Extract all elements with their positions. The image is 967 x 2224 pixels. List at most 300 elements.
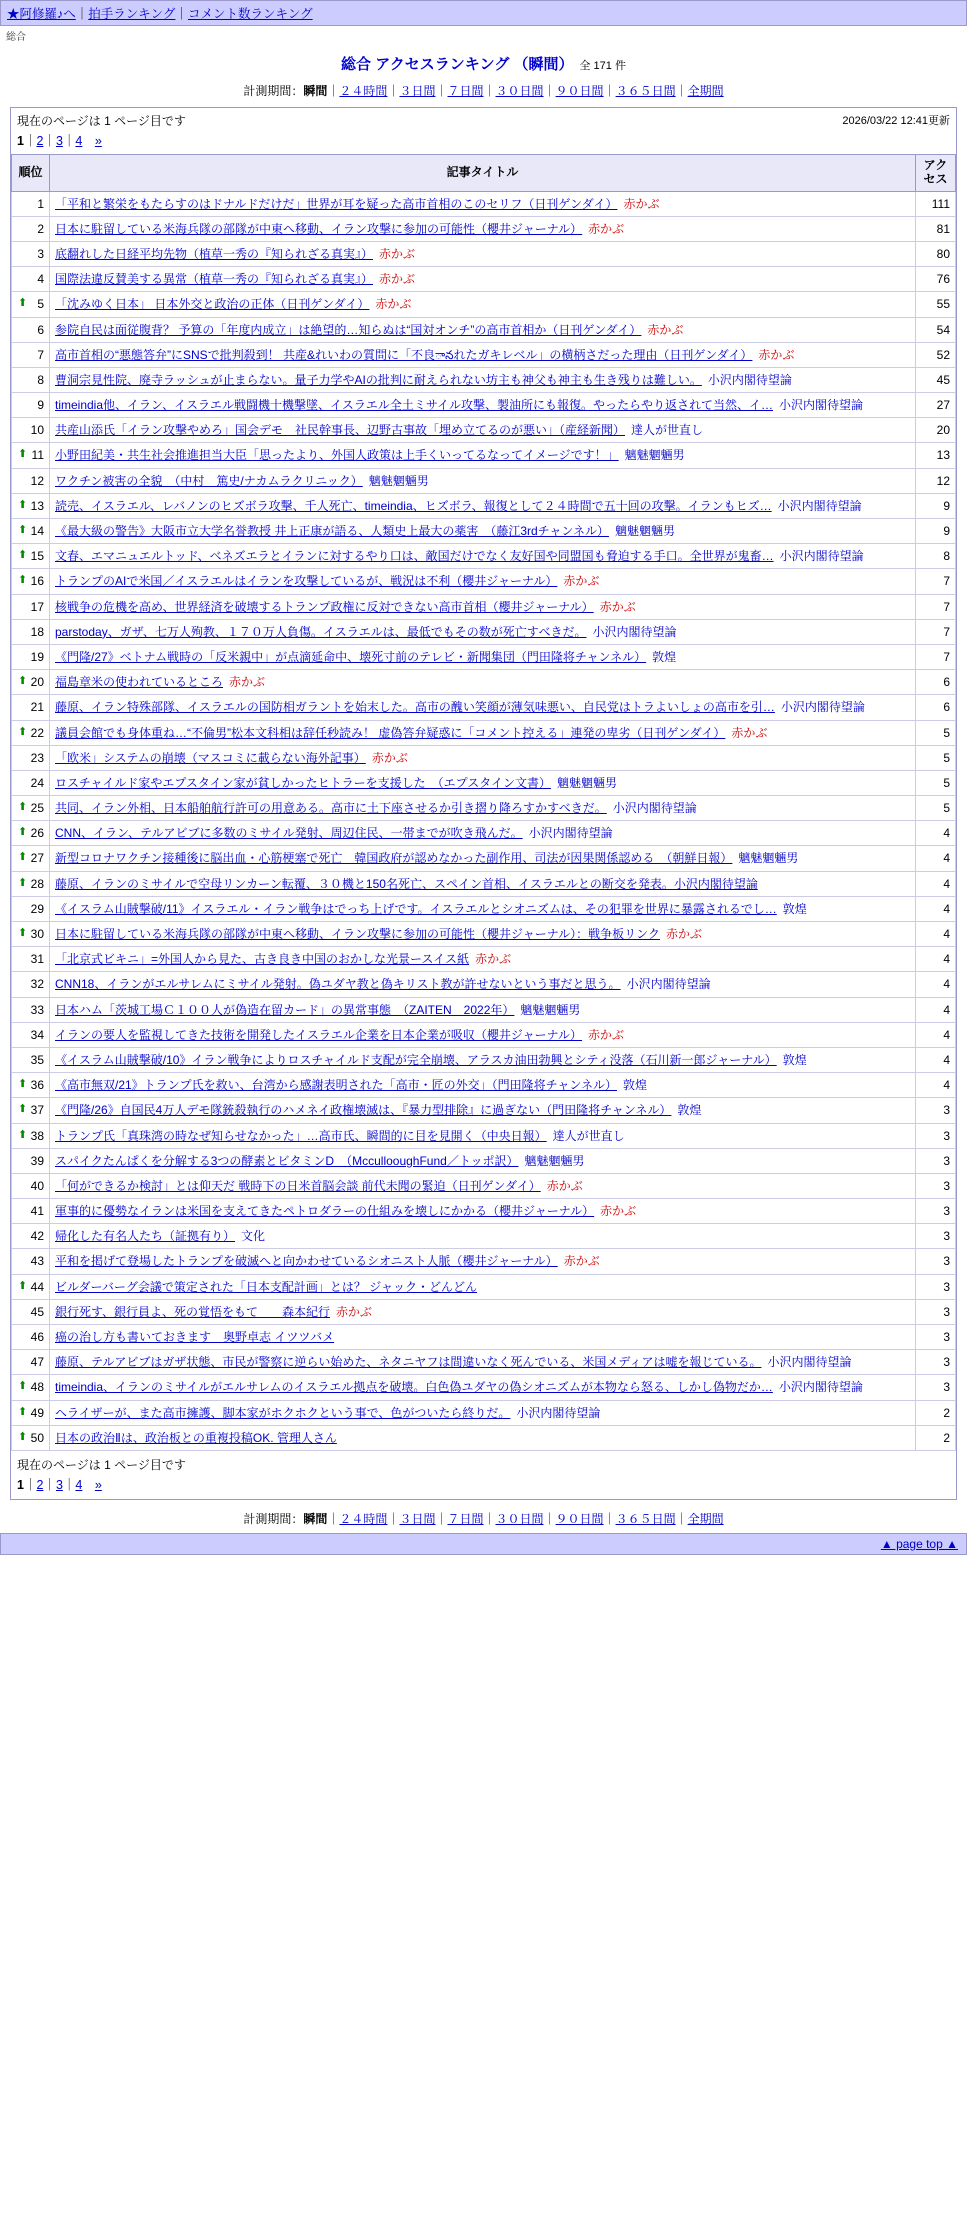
article-author: 赤かぶ (229, 675, 266, 690)
table-row (12, 1148, 956, 1173)
access-count-cell: 4 (916, 896, 956, 921)
article-title-cell (50, 1224, 916, 1249)
page-link-bottom-1-current[interactable]: 1 (17, 1477, 24, 1492)
access-count-cell: 4 (916, 997, 956, 1022)
access-count-cell: 5 (916, 745, 956, 770)
table-row (12, 821, 956, 846)
article-title-link[interactable]: 日本の政治Ⅱは、政治板との重複投稿OK. 管理人さん (55, 1430, 337, 1445)
article-title-cell (50, 1173, 916, 1198)
article-author: 赤かぶ (475, 952, 512, 967)
rank-number: 41 (30, 1204, 44, 1219)
rank-up-arrow-icon: ⬆ (18, 549, 28, 562)
rank-up-arrow-icon: ⬆ (18, 448, 28, 461)
article-title-link[interactable]: 「平和と繁栄をもたらすのはドナルドだけだ」世界が耳を疑った高市首相のこのセリフ（日刊ゲンダイ） (55, 196, 618, 211)
table-row (12, 1400, 956, 1425)
rank-number: 19 (30, 649, 44, 664)
article-title-cell (50, 1123, 916, 1148)
header-access: アクセス (916, 155, 956, 192)
article-title-cell (50, 846, 916, 871)
page-top-bar (0, 1533, 967, 1555)
table-row (12, 896, 956, 921)
ranking-table (11, 154, 956, 1451)
nav-separator-1: ｜ (75, 7, 89, 21)
period-option-90d[interactable]: ９０日間 (555, 84, 604, 98)
article-author: 小沢内閣待望論 (707, 372, 792, 387)
nav-link-home[interactable]: ★阿修羅♪へ (7, 7, 76, 21)
article-title-link[interactable]: 《最大級の警告》大阪市立大学名誉教授 井上正康が語る、人類史上最大の薬害 （藤江3rdチャンネル） (55, 524, 609, 539)
rank-number: 11 (31, 448, 44, 463)
rank-number: 44 (30, 1279, 44, 1294)
table-row (12, 1173, 956, 1198)
article-title-cell (50, 745, 916, 770)
page-link-bottom-3[interactable]: 3 (55, 1477, 63, 1492)
access-count-cell: 9 (916, 493, 956, 518)
article-title-link[interactable]: 癌の治し方も書いておきます 奥野卓志 イツツバメ (55, 1330, 335, 1345)
table-row (12, 317, 956, 342)
rank-number: 10 (30, 423, 44, 438)
article-title-link[interactable]: 日本に駐留している米海兵隊の部隊が中東へ移動、イラン攻撃に参加の可能性（櫻井ジャーナル）：戦争板リンク (55, 927, 660, 942)
article-author: 小沢内閣待望論 (777, 498, 862, 513)
rank-number: 21 (30, 700, 44, 715)
table-row (12, 216, 956, 241)
table-row (12, 241, 956, 266)
table-row (12, 292, 956, 317)
article-author: 小沢内閣待望論 (779, 398, 864, 413)
rank-number: 43 (30, 1254, 44, 1269)
rank-number: 24 (30, 775, 44, 790)
access-count-cell: 4 (916, 922, 956, 947)
access-count-cell: 4 (916, 1073, 956, 1098)
period-option-30d[interactable]: ３０日間 (495, 84, 544, 98)
article-title-link[interactable]: CNN18、イランがエルサレムにミサイル発射。偽ユダヤ教と偽キリスト教が許せないという事だと思う。 (55, 977, 621, 992)
rank-cell (12, 468, 50, 493)
table-row (12, 418, 956, 443)
rank-number: 45 (30, 1304, 44, 1319)
access-count-cell: 3 (916, 1249, 956, 1274)
article-title-cell (50, 720, 916, 745)
article-title-link[interactable]: ロスチャイルド家やエプスタイン家が貧しかったヒトラーを支援した （エプスタイン文書） (55, 775, 551, 790)
article-title-cell (50, 871, 916, 896)
table-row (12, 1299, 956, 1324)
rank-cell (12, 821, 50, 846)
article-title-link[interactable]: 銀行死す、銀行員よ、死の覚悟をもて 森本紀行 (55, 1304, 331, 1319)
article-title-cell (50, 418, 916, 443)
article-title-cell (50, 1199, 916, 1224)
rank-cell (12, 1400, 50, 1425)
rank-cell (12, 292, 50, 317)
rank-cell (12, 846, 50, 871)
access-count-cell: 7 (916, 644, 956, 669)
article-title-link[interactable]: 軍事的に優勢なイランは米国を支えてきたペトロダラーの仕組みを壊しにかかる（櫻井ジャーナル） (55, 1204, 595, 1219)
table-row (12, 972, 956, 997)
article-title-link[interactable]: 帰化した有名人たち（証拠有り） (55, 1229, 236, 1244)
table-row (12, 1098, 956, 1123)
article-author: 赤かぶ (731, 725, 768, 740)
article-author: 赤かぶ (371, 750, 408, 765)
article-title-cell (50, 342, 916, 367)
table-row (12, 594, 956, 619)
article-title-cell (50, 1249, 916, 1274)
article-author: 小沢内閣待望論 (780, 700, 865, 715)
article-title-cell (50, 493, 916, 518)
rank-cell (12, 544, 50, 569)
rank-cell (12, 1274, 50, 1299)
access-count-cell: 2 (916, 1425, 956, 1450)
rank-number: 8 (37, 372, 44, 387)
table-row (12, 1022, 956, 1047)
article-title-link[interactable]: 参院自民は面従腹背？ 予算の「年度内成立」は絶望的…知らぬは“国対オンチ”の高市首相か（日刊ゲンダイ） (55, 322, 642, 337)
access-count-cell: 81 (916, 216, 956, 241)
period-option-bottom-365d[interactable]: ３６５日間 (615, 1511, 676, 1526)
article-title-link[interactable]: トランプのAIで米国／イスラエルはイランを攻撃しているが、戦況は不利（櫻井ジャーナル） (55, 574, 558, 589)
article-title-link[interactable]: スパイクたんぱくを分解する3つの酵素とビタミンD （MccullooughFund／トッポ訳） (55, 1153, 519, 1168)
access-count-cell: 4 (916, 972, 956, 997)
table-row (12, 1073, 956, 1098)
page-link-3[interactable]: 3 (55, 134, 63, 148)
rank-number: 49 (30, 1405, 44, 1420)
access-count-cell: 4 (916, 947, 956, 972)
access-count-cell: 7 (916, 619, 956, 644)
article-title-link[interactable]: 読売、イスラエル、レバノンのヒズボラ攻撃、千人死亡、timeindia、ヒズボラ、報復として２４時間で五十回の攻撃。イランもヒズ… (55, 498, 772, 513)
rank-cell (12, 317, 50, 342)
article-title-link[interactable]: 「北京式ビキニ」=外国人から見た、古き良き中国のおかしな光景ースイス紙 (55, 952, 470, 967)
article-title-cell (50, 1299, 916, 1324)
period-current-bottom: 瞬間 (303, 1511, 328, 1526)
access-count-cell: 9 (916, 519, 956, 544)
article-author: 小沢内閣待望論 (767, 1355, 852, 1370)
article-title-link[interactable]: 福島章米の使われているところ (55, 675, 224, 690)
article-author: 赤かぶ (563, 574, 600, 589)
period-option-24h[interactable]: ２４時間 (339, 84, 388, 98)
article-title-link[interactable]: 《イスラム山賊撃破/10》イラン戦争によりロスチャイルド支配が完全崩壊、アラスカ油田勃興とシティ没落（石川新一郎ジャーナル） (55, 1052, 777, 1067)
breadcrumb: 総合 (6, 32, 26, 43)
access-count-cell: 54 (916, 317, 956, 342)
article-title-link[interactable]: CNN、イラン、テルアビブに多数のミサイル発射、周辺住民、一帯までが吹き飛んだ。 (55, 826, 523, 841)
access-count-cell: 52 (916, 342, 956, 367)
period-option-bottom-24h[interactable]: ２４時間 (339, 1511, 388, 1526)
access-count-cell: 3 (916, 1350, 956, 1375)
access-count-cell: 27 (916, 393, 956, 418)
rank-up-arrow-icon: ⬆ (18, 927, 28, 940)
article-author: 敦煌 (652, 649, 677, 664)
article-title-link[interactable]: 《高市無双/21》トランプ氏を救い、台湾から感謝表明された「高市・匠の外交」（門田隆将チャンネル） (55, 1078, 617, 1093)
rank-cell (12, 418, 50, 443)
article-author: 魑魅魍魎男 (614, 524, 675, 539)
article-title-link[interactable]: 核戦争の危機を高め、世界経済を破壊するトランプ政権に反対できない高市首相（櫻井ジャーナル） (55, 599, 594, 614)
access-count-cell: 3 (916, 1173, 956, 1198)
article-title-cell (50, 1047, 916, 1072)
rank-number: 5 (37, 297, 44, 312)
article-title-cell (50, 594, 916, 619)
period-option-3d[interactable]: ３日間 (399, 84, 436, 98)
period-label-bottom: 計測期間： (243, 1511, 304, 1526)
rank-up-arrow-icon: ⬆ (18, 1128, 28, 1141)
rank-number: 13 (30, 498, 44, 513)
article-title-link[interactable]: 日本ハム「茨城工場Ｃ１００人が偽造在留カード」の異常事態 （ZAITEN 2022年） (55, 1002, 515, 1017)
article-title-link[interactable]: ヘライザーが、また高市擁護、脚本家がホクホクという事で、色がついたら終りだ。 (55, 1405, 511, 1420)
rank-cell (12, 493, 50, 518)
article-author: 魑魅魍魎男 (624, 448, 685, 463)
article-title-cell (50, 796, 916, 821)
article-title-link[interactable]: 新型コロナワクチン接種後に脳出血・心筋梗塞で死亡 韓国政府が認めなかった副作用、司法が因果関係認める （朝鮮日報） (55, 851, 733, 866)
table-row (12, 720, 956, 745)
rank-cell (12, 1325, 50, 1350)
article-title-link[interactable]: 「何ができるか検討」とは仰天だ 戦時下の日米首脳会談 前代未聞の緊迫（日刊ゲンダイ） (55, 1178, 541, 1193)
article-title-link[interactable]: 曹洞宗見性院、廃寺ラッシュが止まらない。量子力学やAIの批判に耐えられない坊主も神父も神主も生き残りは難しい。 (55, 372, 702, 387)
table-row (12, 1350, 956, 1375)
access-count-cell: 3 (916, 1299, 956, 1324)
access-count-cell: 80 (916, 241, 956, 266)
article-title-link[interactable]: parstoday、ガザ、七万人殉教、１７０万人負傷。イスラエルは、最低でもその数が死亡すべきだ。 (55, 624, 587, 639)
article-title-cell (50, 1274, 916, 1299)
article-title-cell (50, 241, 916, 266)
article-title-cell (50, 644, 916, 669)
rank-number: 42 (30, 1229, 44, 1244)
table-row (12, 1224, 956, 1249)
period-option-365d[interactable]: ３６５日間 (615, 84, 676, 98)
period-option-all[interactable]: 全期間 (687, 84, 724, 98)
rank-cell (12, 670, 50, 695)
article-author: 赤かぶ (546, 1178, 583, 1193)
table-row (12, 191, 956, 216)
table-row (12, 947, 956, 972)
rank-up-arrow-icon: ⬆ (18, 297, 28, 310)
access-count-cell: 5 (916, 720, 956, 745)
article-title-cell (50, 569, 916, 594)
access-count-cell: 4 (916, 871, 956, 896)
table-row (12, 745, 956, 770)
article-title-cell (50, 1375, 916, 1400)
article-title-cell (50, 972, 916, 997)
article-title-link[interactable]: イランの要人を監視してきた技術を開発したイスラエル企業を日本企業が吸収（櫻井ジャーナル） (55, 1027, 583, 1042)
article-title-link[interactable]: 文春、エマニュエルトッド、ベネズエラとイランに対するやり口は、敵国だけでなく友好国や同盟国も脅迫する手口。全世界が鬼畜… (55, 549, 774, 564)
article-title-link[interactable]: 《イスラム山賊撃破/11》イスラエル・イラン戦争はでっち上げです。イスラエルとシオニズムは、その犯罪を世界に暴露されるでし… (55, 901, 777, 916)
nav-link-applause-ranking[interactable]: 拍手ランキング (88, 7, 176, 21)
article-title-cell (50, 443, 916, 468)
page-title: 総合 アクセスランキング （瞬間） (341, 56, 574, 73)
period-option-bottom-7d[interactable]: ７日間 (447, 1511, 484, 1526)
article-title-cell (50, 619, 916, 644)
table-row (12, 846, 956, 871)
article-title-cell (50, 191, 916, 216)
article-title-cell (50, 216, 916, 241)
access-count-cell: 3 (916, 1274, 956, 1299)
article-author: 赤かぶ (588, 221, 625, 236)
rank-number: 9 (37, 398, 44, 413)
table-row (12, 443, 956, 468)
rank-cell (12, 972, 50, 997)
rank-number: 22 (30, 725, 44, 740)
article-title-link[interactable]: 「欧米」システムの崩壊（マスコミに載らない海外記事） (55, 750, 366, 765)
access-count-cell: 5 (916, 770, 956, 795)
table-row (12, 796, 956, 821)
rank-cell (12, 896, 50, 921)
table-row (12, 342, 956, 367)
access-count-cell: 3 (916, 1098, 956, 1123)
article-title-link[interactable]: 共同、イラン外相、日本船舶航行許可の用意ある。高市に土下座させるか引き摺り降ろすかすべきだ。 (55, 801, 607, 816)
ranking-frame (10, 107, 957, 1500)
rank-number: 23 (30, 750, 44, 765)
rank-up-arrow-icon: ⬆ (18, 826, 28, 839)
rank-number: 38 (30, 1128, 44, 1143)
access-count-cell: 3 (916, 1123, 956, 1148)
rank-up-arrow-icon: ⬆ (18, 1405, 28, 1418)
page-link-2[interactable]: 2 (36, 134, 44, 148)
article-author: 小沢内閣待望論 (779, 549, 864, 564)
table-row (12, 871, 956, 896)
article-title-cell (50, 1073, 916, 1098)
rank-number: 46 (30, 1330, 44, 1345)
rank-number: 36 (30, 1078, 44, 1093)
access-count-cell: 7 (916, 569, 956, 594)
page-link-next[interactable]: » (94, 134, 102, 148)
article-title-cell (50, 770, 916, 795)
article-title-link[interactable]: timeindia、イランのミサイルがエルサレムのイスラエル拠点を破壊。白色偽ユダヤの偽シオニズムが本物なら怒る、しかし偽物だか… (55, 1380, 773, 1395)
article-title-link[interactable]: 日本に駐留している米海兵隊の部隊が中東へ移動、イラン攻撃に参加の可能性（櫻井ジャーナル） (55, 221, 583, 236)
pagination-bottom: 1｜2｜3｜4 » (17, 1477, 102, 1492)
article-author: 赤かぶ (623, 196, 660, 211)
article-title-link[interactable]: 底翻れした日経平均先物（植草一秀の『知られざる真実』） (55, 246, 374, 261)
article-author: 赤かぶ (588, 1027, 625, 1042)
access-count-cell: 2 (916, 1400, 956, 1425)
article-author: 赤かぶ (758, 347, 795, 362)
header-title: 記事タイトル (50, 155, 916, 192)
access-count-cell: 3 (916, 1325, 956, 1350)
rank-cell (12, 1022, 50, 1047)
page-link-bottom-next[interactable]: » (94, 1477, 102, 1492)
article-title-link[interactable]: 《門隆/27》ベトナム戦時の「反米親中」が点滴延命中、壊死寸前のテレビ・新聞集団（門田隆将チャンネル） (55, 649, 647, 664)
rank-number: 16 (30, 574, 44, 589)
rank-cell (12, 342, 50, 367)
article-title-link[interactable]: 藤原、テルアビブはガザ状態、市民が警察に逆らい始めた、ネタニヤフは間違いなく死んでいる、米国メディアは嘘を報じている。 (55, 1355, 762, 1370)
table-row (12, 1123, 956, 1148)
article-title-cell (50, 997, 916, 1022)
article-title-cell (50, 1325, 916, 1350)
table-row (12, 519, 956, 544)
rank-cell (12, 770, 50, 795)
access-count-cell: 3 (916, 1375, 956, 1400)
article-title-link[interactable]: 藤原、イランのミサイルで空母リンカーン転覆、３０機と150名死亡、スペイン首相、イスラエルとの断交を発表。小沢内閣待望論 (55, 876, 758, 891)
article-author: 赤かぶ (379, 272, 416, 287)
table-row (12, 997, 956, 1022)
article-author: 敦煌 (677, 1103, 702, 1118)
article-title-link[interactable]: 高市首相の“悪態答弁”にSNSで批判殺到！ 共産&れいわの質問に「不良ానれたガキレベル」の横柄さだった理由（日刊ゲンダイ） (55, 347, 753, 362)
rank-cell (12, 191, 50, 216)
article-title-cell (50, 821, 916, 846)
article-title-link[interactable]: 《門隆/26》自国民4万人デモ隊銃殺執行のハメネイ政権壊滅は、『暴力型排除』に過ぎない（門田隆将チャンネル） (55, 1103, 672, 1118)
rank-cell (12, 947, 50, 972)
rank-cell (12, 997, 50, 1022)
period-option-bottom-30d[interactable]: ３０日間 (495, 1511, 544, 1526)
article-author: 達人が世直し (631, 423, 704, 438)
page-link-4[interactable]: 4 (75, 134, 83, 148)
page-link-1-current[interactable]: 1 (17, 134, 24, 148)
page-state-bottom: 現在のページは 1 ページ目です (17, 1457, 186, 1472)
article-title-link[interactable]: 平和を掲げて登場したトランプを破滅へと向かわせているシオニスト人脈（櫻井ジャーナル） (55, 1254, 558, 1269)
article-title-link[interactable]: ワクチン被害の全貌 （中村 篤史/ナカムラクリニック） (55, 473, 363, 488)
article-title-cell (50, 1022, 916, 1047)
period-selector-top: 計測期間：瞬間｜２４時間｜３日間｜７日間｜３０日間｜９０日間｜３６５日間｜全期間 (243, 84, 724, 98)
rank-cell (12, 443, 50, 468)
rank-cell (12, 367, 50, 392)
period-option-7d[interactable]: ７日間 (447, 84, 484, 98)
table-row (12, 493, 956, 518)
rank-up-arrow-icon: ⬆ (18, 1103, 28, 1116)
rank-number: 37 (30, 1103, 44, 1118)
rank-cell (12, 594, 50, 619)
rank-number: 30 (30, 927, 44, 942)
article-author: 赤かぶ (563, 1254, 600, 1269)
article-title-cell (50, 544, 916, 569)
rank-number: 7 (37, 347, 44, 362)
rank-cell (12, 569, 50, 594)
rank-up-arrow-icon: ⬆ (18, 574, 28, 587)
article-title-link[interactable]: 国際法違反賛美する異常（植草一秀の『知られざる真実』） (55, 272, 374, 287)
rank-up-arrow-icon: ⬆ (18, 876, 28, 889)
article-title-link[interactable]: 小野田紀美・共生社会推進担当大臣「思ったより、外国人政策は上手くいってるなってイメージです！」 (55, 448, 619, 463)
article-title-cell (50, 292, 916, 317)
rank-cell (12, 745, 50, 770)
article-author: 敦煌 (782, 1052, 807, 1067)
access-count-cell: 3 (916, 1148, 956, 1173)
access-count-cell: 45 (916, 367, 956, 392)
article-title-cell (50, 393, 916, 418)
table-row (12, 670, 956, 695)
rank-number: 27 (30, 851, 44, 866)
article-title-link[interactable]: 「沈みゆく日本」 日本外交と政治の正体（日刊ゲンダイ） (55, 297, 370, 312)
table-row (12, 393, 956, 418)
article-title-link[interactable]: ビルダーバーグ会議で策定された「日本支配計画」とは？ ジャック・どんどん (55, 1279, 478, 1294)
rank-number: 33 (30, 1002, 44, 1017)
page-title-block (0, 53, 967, 74)
article-author: 文化 (241, 1229, 266, 1244)
article-title-link[interactable]: timeindia他、イラン、イスラエル戦闘機十機撃墜、イスラエル全土ミサイル攻撃、製油所にも報復。やったらやり返されて当然、イ… (55, 398, 773, 413)
rank-number: 47 (30, 1355, 44, 1370)
article-title-link[interactable]: 藤原、イラン特殊部隊、イスラエルの国防相ガラントを始末した。高市の醜い笑顔が薄気味悪い、自民党はトラよいしょの高市を引… (55, 700, 775, 715)
article-title-link[interactable]: 共産山添氏「イラン攻撃やめろ」国会デモ 社民幹事長、辺野古事故「埋め立てるのが悪い」（産経新聞） (55, 423, 626, 438)
rank-up-arrow-icon: ⬆ (18, 1380, 28, 1393)
page-link-bottom-2[interactable]: 2 (36, 1477, 44, 1492)
nav-link-comment-ranking[interactable]: コメント数ランキング (187, 7, 313, 21)
period-option-bottom-all[interactable]: 全期間 (687, 1511, 724, 1526)
rank-cell (12, 619, 50, 644)
rank-cell (12, 393, 50, 418)
rank-number: 12 (30, 473, 44, 488)
rank-up-arrow-icon: ⬆ (18, 1279, 28, 1292)
access-count-cell: 111 (916, 191, 956, 216)
rank-number: 3 (37, 246, 44, 261)
rank-number: 20 (30, 675, 44, 690)
page-top-link[interactable]: ▲ page top ▲ (880, 1536, 958, 1551)
article-author: 赤かぶ (379, 246, 416, 261)
article-title-link[interactable]: 議員会館でも身体重ね…“不倫男”松本文科相は辞任秒読み！ 虚偽答弁疑惑に「コメント控える」連発の卑劣（日刊ゲンダイ） (55, 725, 726, 740)
nav-separator-2: ｜ (175, 7, 188, 21)
access-count-cell: 13 (916, 443, 956, 468)
rank-number: 31 (30, 952, 44, 967)
rank-number: 4 (37, 272, 44, 287)
rank-up-arrow-icon: ⬆ (18, 1430, 28, 1443)
period-option-bottom-90d[interactable]: ９０日間 (555, 1511, 604, 1526)
access-count-cell: 7 (916, 594, 956, 619)
rank-cell (12, 1350, 50, 1375)
period-option-bottom-3d[interactable]: ３日間 (399, 1511, 436, 1526)
rank-up-arrow-icon: ⬆ (18, 524, 28, 537)
table-row (12, 267, 956, 292)
rank-cell (12, 1098, 50, 1123)
article-author: 小沢内閣待望論 (592, 624, 677, 639)
page-link-bottom-4[interactable]: 4 (75, 1477, 83, 1492)
article-title-link[interactable]: トランプ氏「真珠湾の時なぜ知らせなかった」…高市氏、瞬間的に目を見開く（中央日報） (55, 1128, 547, 1143)
